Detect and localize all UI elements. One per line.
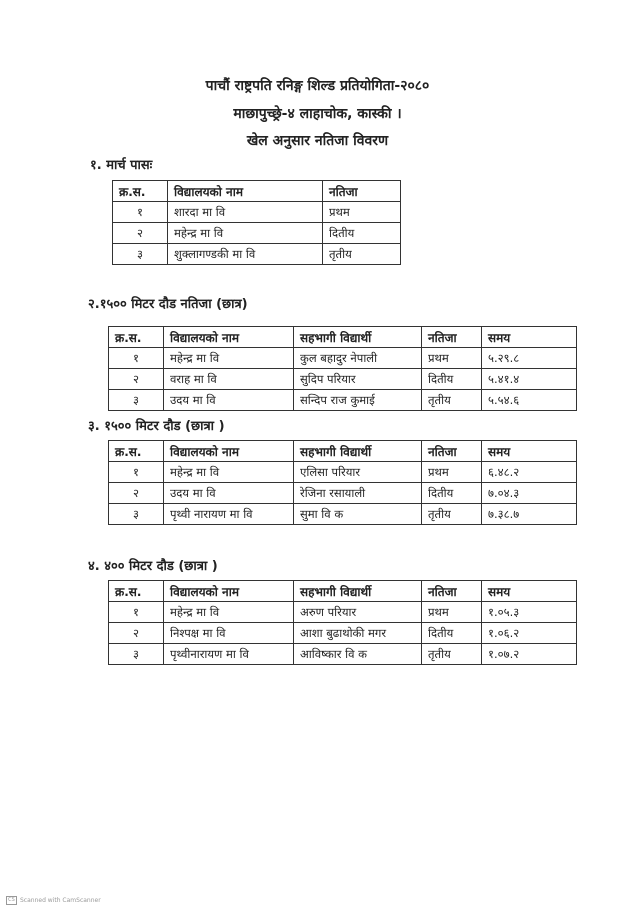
- table-header-row: [113, 181, 401, 202]
- school-cell: शुक्लागण्डकी मा वि: [168, 244, 323, 265]
- school-cell: उदय मा वि: [164, 483, 294, 504]
- section-4-title: ४. ४०० मिटर दौड (छात्रा ): [88, 559, 218, 574]
- participant-cell: आविष्कार वि क: [294, 644, 422, 665]
- column-header: विद्यालयको नाम: [164, 441, 294, 462]
- result-cell: तृतीय: [323, 244, 401, 265]
- section-1-title: १. मार्च पासः: [90, 158, 153, 173]
- result-cell: तृतीय: [422, 644, 482, 665]
- serial-cell: २: [109, 623, 164, 644]
- scanner-watermark: [6, 896, 101, 905]
- column-header: विद्यालयको नाम: [164, 581, 294, 602]
- serial-cell: २: [113, 223, 168, 244]
- column-header: सहभागी विद्यार्थी: [294, 581, 422, 602]
- participant-cell: अरुण परियार: [294, 602, 422, 623]
- result-cell: तृतीय: [422, 504, 482, 525]
- column-header: विद्यालयको नाम: [164, 327, 294, 348]
- school-cell: महेन्द्र मा वि: [164, 348, 294, 369]
- table-row: [109, 644, 577, 665]
- participant-cell: सन्दिप राज कुमाई: [294, 390, 422, 411]
- table-header-row: [109, 441, 577, 462]
- serial-cell: ३: [109, 390, 164, 411]
- time-cell: १.०५.३: [482, 602, 577, 623]
- section-2-title: २.१५०० मिटर दौड नतिजा (छात्र): [88, 297, 248, 312]
- table-row: [109, 369, 577, 390]
- section-1-table: [112, 180, 401, 265]
- column-header: नतिजा: [422, 327, 482, 348]
- table-header-row: [109, 581, 577, 602]
- serial-cell: १: [109, 348, 164, 369]
- section-3-title: ३. १५०० मिटर दौड (छात्रा ): [88, 419, 225, 434]
- participant-cell: सुदिप परियार: [294, 369, 422, 390]
- column-header: विद्यालयको नाम: [168, 181, 323, 202]
- participant-cell: एलिसा परियार: [294, 462, 422, 483]
- table-row: [113, 223, 401, 244]
- school-cell: निश्पक्ष मा वि: [164, 623, 294, 644]
- table-row: [109, 504, 577, 525]
- serial-cell: १: [109, 602, 164, 623]
- serial-cell: २: [109, 483, 164, 504]
- school-cell: महेन्द्र मा वि: [168, 223, 323, 244]
- school-cell: पृथ्वी नारायण मा वि: [164, 504, 294, 525]
- doc-title: पाचौं राष्ट्रपति रनिङ्ग शिल्ड प्रतियोगिता-२०८०: [205, 78, 430, 94]
- time-cell: १.०६.२: [482, 623, 577, 644]
- result-cell: तृतीय: [422, 390, 482, 411]
- school-cell: पृथ्वीनारायण मा वि: [164, 644, 294, 665]
- serial-cell: १: [113, 202, 168, 223]
- table-row: [109, 483, 577, 504]
- result-cell: प्रथम: [422, 602, 482, 623]
- table-row: [109, 348, 577, 369]
- school-cell: महेन्द्र मा वि: [164, 602, 294, 623]
- watermark-text: Scanned with CamScanner: [20, 897, 101, 904]
- result-cell: प्रथम: [422, 348, 482, 369]
- column-header: नतिजा: [323, 181, 401, 202]
- school-cell: वराह मा वि: [164, 369, 294, 390]
- participant-cell: कुल बहादुर नेपाली: [294, 348, 422, 369]
- participant-cell: सुमा वि क: [294, 504, 422, 525]
- serial-cell: ३: [109, 644, 164, 665]
- column-header: क्र.स.: [109, 581, 164, 602]
- table-header-row: [109, 327, 577, 348]
- column-header: समय: [482, 441, 577, 462]
- school-cell: शारदा मा वि: [168, 202, 323, 223]
- table-row: [113, 244, 401, 265]
- result-cell: प्रथम: [323, 202, 401, 223]
- doc-subtitle: खेल अनुसार नतिजा विवरण: [246, 133, 389, 149]
- column-header: समय: [482, 581, 577, 602]
- time-cell: ५.२९.८: [482, 348, 577, 369]
- table-row: [109, 462, 577, 483]
- column-header: सहभागी विद्यार्थी: [294, 327, 422, 348]
- time-cell: ६.४८.२: [482, 462, 577, 483]
- result-cell: दितीय: [323, 223, 401, 244]
- doc-location: माछापुच्छ्रे-४ लाहाचोक, कास्की ।: [233, 106, 402, 122]
- school-cell: महेन्द्र मा वि: [164, 462, 294, 483]
- participant-cell: रेजिना रसायाली: [294, 483, 422, 504]
- time-cell: ७.३८.७: [482, 504, 577, 525]
- result-cell: दितीय: [422, 369, 482, 390]
- section-4-table: [108, 580, 577, 665]
- time-cell: ५.४१.४: [482, 369, 577, 390]
- column-header: क्र.स.: [113, 181, 168, 202]
- serial-cell: ३: [109, 504, 164, 525]
- result-cell: दितीय: [422, 483, 482, 504]
- serial-cell: २: [109, 369, 164, 390]
- time-cell: ७.०४.३: [482, 483, 577, 504]
- camscanner-icon: CS: [6, 896, 17, 905]
- result-cell: दितीय: [422, 623, 482, 644]
- column-header: सहभागी विद्यार्थी: [294, 441, 422, 462]
- column-header: क्र.स.: [109, 327, 164, 348]
- result-cell: प्रथम: [422, 462, 482, 483]
- table-row: [109, 623, 577, 644]
- table-row: [113, 202, 401, 223]
- time-cell: १.०७.२: [482, 644, 577, 665]
- school-cell: उदय मा वि: [164, 390, 294, 411]
- serial-cell: १: [109, 462, 164, 483]
- participant-cell: आशा बुढाथोकी मगर: [294, 623, 422, 644]
- serial-cell: ३: [113, 244, 168, 265]
- table-row: [109, 390, 577, 411]
- table-row: [109, 602, 577, 623]
- section-2-table: [108, 326, 577, 411]
- section-3-table: [108, 440, 577, 525]
- column-header: समय: [482, 327, 577, 348]
- time-cell: ५.५४.६: [482, 390, 577, 411]
- column-header: नतिजा: [422, 581, 482, 602]
- column-header: क्र.स.: [109, 441, 164, 462]
- column-header: नतिजा: [422, 441, 482, 462]
